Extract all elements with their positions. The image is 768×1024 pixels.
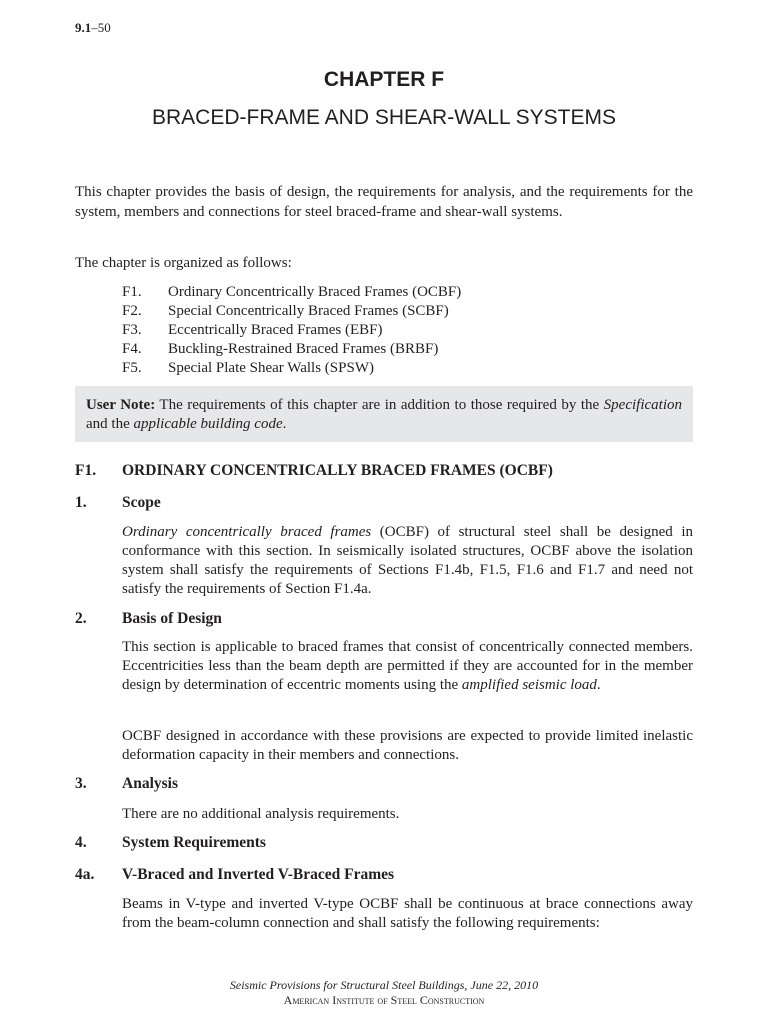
intro-paragraph: This chapter provides the basis of design, the requirements for analysis, and the requirements for the system, members and connections for steel braced-frame and shear-wall systems. xyxy=(75,184,693,220)
organized-text: The chapter is organized as follows: xyxy=(75,255,292,271)
user-note-specification: Specification xyxy=(603,397,682,413)
toc-item xyxy=(122,340,461,359)
section-title: ORDINARY CONCENTRICALLY BRACED FRAMES (OCBF) xyxy=(122,462,553,479)
basis-of-design-paragraph xyxy=(122,638,693,695)
subsection-title: Scope xyxy=(122,494,161,511)
page-number-page: –50 xyxy=(91,20,111,35)
subsection-title: System Requirements xyxy=(122,834,266,851)
v-braced-paragraph: Beams in V-type and inverted V-type OCBF shall be continuous at brace connections away from the beam-column connection and shall satisfy the following requirements: xyxy=(122,896,693,931)
subsection-title: Analysis xyxy=(122,775,178,792)
analysis-paragraph: There are no additional analysis requirements. xyxy=(122,806,400,822)
subsection-title: Basis of Design xyxy=(122,610,222,627)
subsection-heading-scope xyxy=(75,494,161,512)
section-number: F1. xyxy=(75,462,97,479)
toc-item xyxy=(122,321,461,340)
toc-item xyxy=(122,302,461,321)
subsection-number: 3. xyxy=(75,775,87,792)
user-note-text: The requirements of this chapter are in addition to those required by the xyxy=(155,397,604,413)
toc-title: Special Plate Shear Walls (SPSW) xyxy=(168,360,374,376)
toc-title: Special Concentrically Braced Frames (SCBF) xyxy=(168,303,449,319)
subsection-title: V-Braced and Inverted V-Braced Frames xyxy=(122,866,395,883)
toc-title: Ordinary Concentrically Braced Frames (OCBF) xyxy=(168,284,462,300)
toc-item xyxy=(122,359,461,378)
user-note-text: . xyxy=(282,416,287,432)
basis-text: This section is applicable to braced frames that consist of concentrically connected members. Eccentricities less than the beam depth are permitted if they are accounted for in the member design by determination of eccentric moments using the xyxy=(122,639,693,693)
toc-code: F4. xyxy=(122,341,142,357)
scope-text: (OCBF) of structural steel shall be designed in conformance with this section. In seismically isolated structures, OCBF above the isolation system shall satisfy the requirements of Sections F1.4b, F1.5, F1.6 and F1.7 and need not satisfy the requirements of Section F1.4a. xyxy=(122,524,694,597)
user-note-building-code: applicable building code xyxy=(133,416,283,432)
subsection-heading-v-braced xyxy=(75,866,394,884)
toc-code: F5. xyxy=(122,360,142,376)
chapter-contents-list xyxy=(122,283,461,378)
page-number xyxy=(75,20,111,36)
chapter-label: CHAPTER F xyxy=(323,68,445,91)
footer-publication-title: Seismic Provisions for Structural Steel Buildings, June 22, 2010 xyxy=(229,978,539,992)
basis-text: . xyxy=(596,677,601,693)
subsection-number: 4. xyxy=(75,834,87,851)
subsection-heading-system-requirements xyxy=(75,834,266,852)
subsection-number: 2. xyxy=(75,610,87,627)
chapter-title: BRACED-FRAME AND SHEAR-WALL SYSTEMS xyxy=(151,106,617,129)
toc-code: F3. xyxy=(122,322,142,338)
user-note-box xyxy=(75,386,693,442)
footer-publisher: American Institute of Steel Construction xyxy=(283,993,485,1007)
toc-title: Buckling-Restrained Braced Frames (BRBF) xyxy=(168,341,439,357)
scope-paragraph xyxy=(122,523,693,599)
subsection-number: 1. xyxy=(75,494,87,511)
user-note-label: User Note: xyxy=(86,397,156,413)
defined-term: amplified seismic load xyxy=(461,677,597,693)
subsection-number: 4a. xyxy=(75,866,95,883)
page-number-section: 9.1 xyxy=(75,20,92,35)
toc-item xyxy=(122,283,461,302)
toc-code: F1. xyxy=(122,284,142,300)
toc-code: F2. xyxy=(122,303,142,319)
user-note-text: and the xyxy=(86,416,134,432)
toc-title: Eccentrically Braced Frames (EBF) xyxy=(168,322,383,338)
basis-of-design-paragraph-2: OCBF designed in accordance with these provisions are expected to provide limited inelastic deformation capacity in their members and connections. xyxy=(122,728,693,763)
subsection-heading-basis-of-design xyxy=(75,610,222,628)
section-heading-f1 xyxy=(75,462,553,480)
subsection-heading-analysis xyxy=(75,775,178,793)
defined-term: Ordinary concentrically braced frames xyxy=(122,524,372,540)
